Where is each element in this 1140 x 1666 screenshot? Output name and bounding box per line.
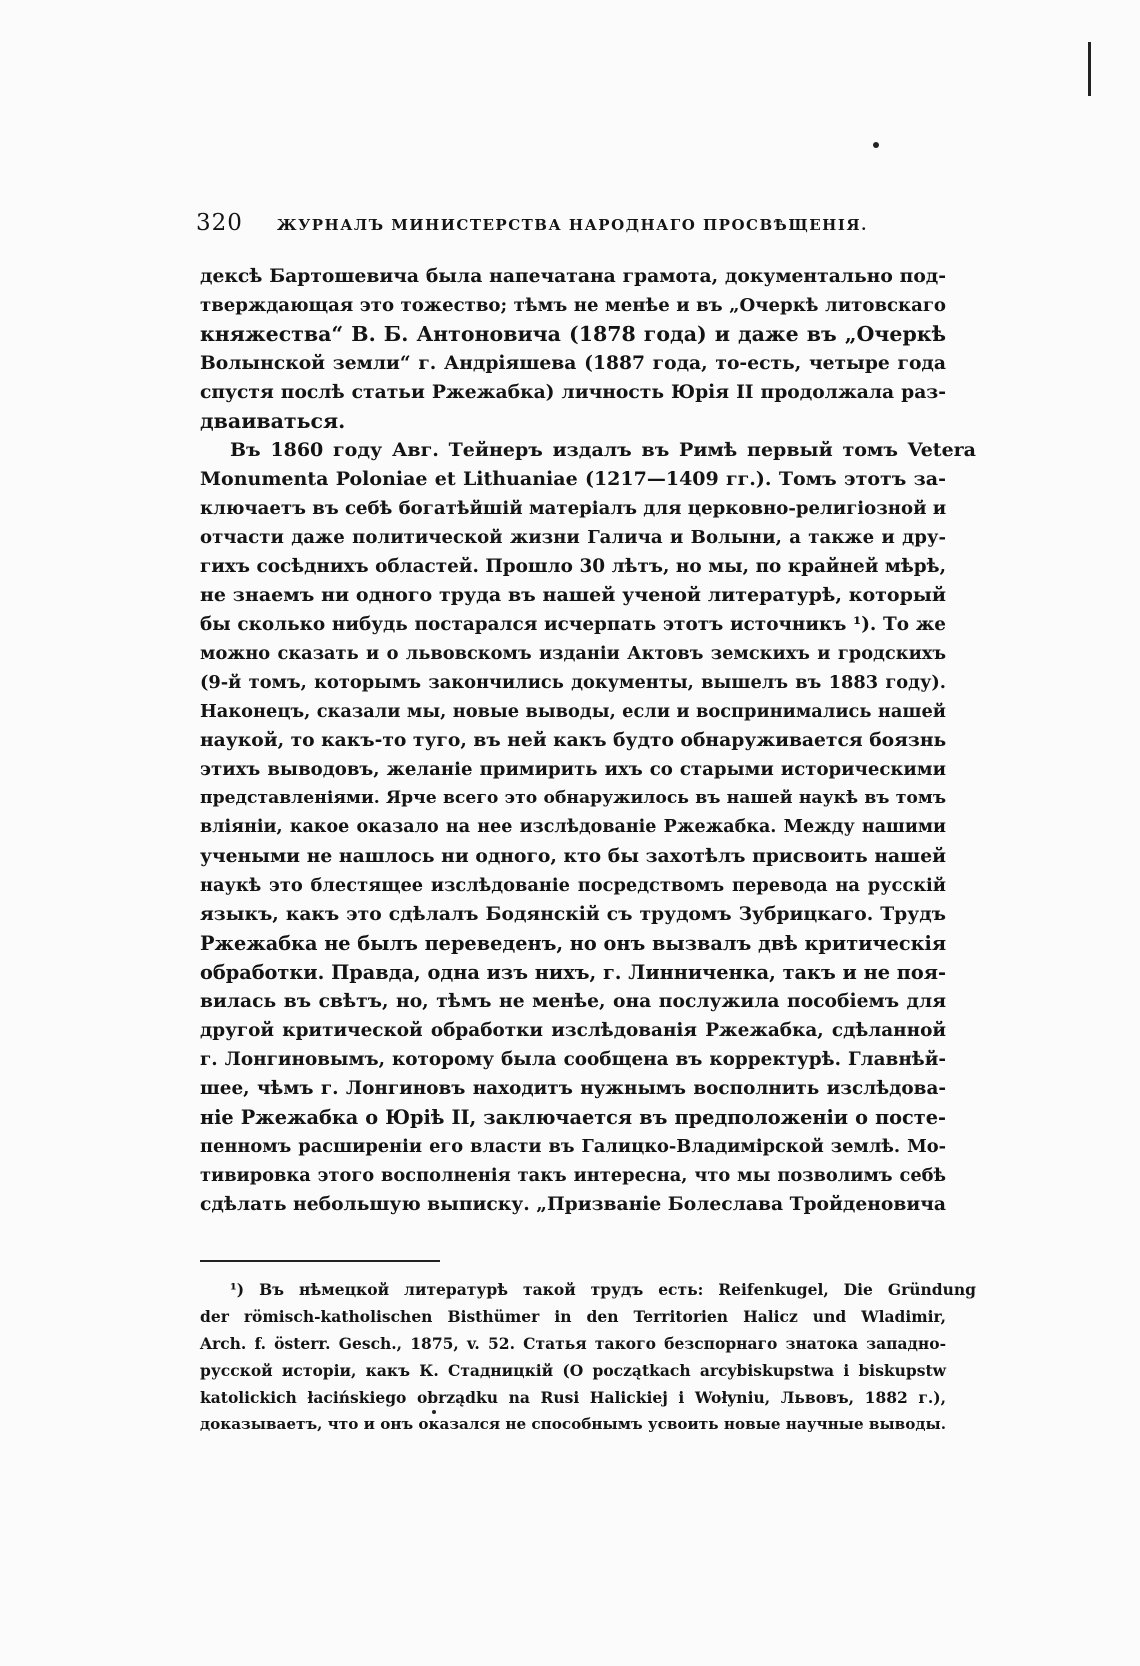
text-line: сдѣлать небольшую выписку. „Призваніе Болеслава Тройденовича [200,1193,946,1215]
text-line: наукой, то какъ-то туго, въ ней какъ будто обнаруживается боязнь [200,729,947,751]
text-line: Monumenta Poloniae et Lithuaniae (1217—1409 гг.). Томъ этотъ за- [200,468,946,490]
text-line: вилась въ свѣтъ, но, тѣмъ не менѣе, она послужила пособіемъ для [200,990,946,1012]
text-line: представленіями. Ярче всего это обнаружилось въ нашей наукѣ въ томъ [200,788,946,808]
text-line: дваиваться. [200,409,346,433]
footnote-rule [200,1260,440,1262]
footnote-line: katolickich łacińskiego obrządku na Rusi Halickiej i Wołyniu, Львовъ, 1882 г.), [200,1388,946,1407]
text-line: Ржежабка не былъ переведенъ, но онъ вызвалъ двѣ критическія [200,932,947,955]
footnotes [200,1276,976,1438]
text-line: бы сколько нибудь постарался исчерпать этотъ источникъ ¹). То же [200,614,946,635]
text-line: Въ 1860 году Авг. Тейнеръ издалъ въ Римѣ первый томъ Vetera [230,439,976,461]
text-line: наукѣ это блестящее изслѣдованіе посредствомъ перевода на русскій [200,875,946,896]
page-header [196,210,946,236]
running-head: ЖУРНАЛЪ МИНИСТЕРСТВА НАРОДНАГО ПРОСВѢЩЕНІЯ. [276,216,868,234]
text-line: гихъ сосѣднихъ областей. Прошло 30 лѣтъ, но мы, по крайней мѣрѣ, [200,556,946,577]
text-line: ніе Ржежабка о Юріѣ II, заключается въ предположеніи о посте- [200,1106,946,1129]
text-line: (9-й томъ, которымъ закончились документы, вышелъ въ 1883 году). [200,672,946,693]
text-line: княжества“ В. Б. Антоновича (1878 года) и даже въ „Очеркѣ [200,322,946,346]
text-line: Волынской земли“ г. Андріяшева (1887 года, то-есть, четыре года [200,352,946,374]
text-line: языкъ, какъ это сдѣлалъ Бодянскій съ трудомъ Зубрицкаго. Трудъ [200,903,946,925]
text-line: другой критической обработки изслѣдованія Ржежабка, сдѣланной [200,1020,946,1041]
text-line: спустя послѣ статьи Ржежабка) личность Юрія II продолжала раз- [200,381,946,403]
text-line: не знаемъ ни одного труда въ нашей ученой литературѣ, который [200,584,946,606]
footnote-line: ¹) Въ нѣмецкой литературѣ такой трудъ есть: Reifenkugel, Die Gründung [230,1280,976,1299]
text-line: пенномъ расширеніи его власти въ Галицко-Владимірской землѣ. Мо- [200,1136,946,1157]
text-line: обработки. Правда, одна изъ нихъ, г. Линниченка, такъ и не поя- [200,961,946,984]
text-line: тверждающая это тожество; тѣмъ не менѣе и въ „Очеркѣ литовскаго [200,295,946,316]
text-line: шее, чѣмъ г. Лонгиновъ находитъ нужнымъ восполнить изслѣдова- [200,1078,946,1099]
text-line: учеными не нашлось ни одного, кто бы захотѣлъ присвоить нашей [200,845,946,867]
footnote-line: русской исторіи, какъ К. Стадницкій (O początkach arcybiskupstwa i biskupstw [200,1361,946,1380]
footnote-line: Arch. f. österr. Gesch., 1875, v. 52. Статья такого безспорнаго знатока западно- [200,1334,946,1353]
text-line: дексѣ Бартошевича была напечатана грамота, документально под- [200,265,946,287]
text-line: тивировка этого восполненія такъ интересна, что мы позволимъ себѣ [200,1165,946,1186]
footnote-line: der römisch-katholischen Bisthümer in den Territorien Halicz und Wladimir, [200,1307,946,1326]
page-number: 320 [196,210,243,236]
text-line: Наконецъ, сказали мы, новые выводы, если и воспринимались нашей [200,701,946,722]
text-line: вліяніи, какое оказало на нее изслѣдованіе Ржежабка. Между нашими [200,817,946,837]
text-line: г. Лонгиновымъ, которому была сообщена въ корректурѣ. Главнѣй- [200,1049,946,1070]
text-line: отчасти даже политической жизни Галича и Волыни, а также и дру- [200,527,946,548]
text-line: этихъ выводовъ, желаніе примирить ихъ со старыми историческими [200,759,946,780]
text-line: можно сказать и о львовскомъ изданіи Актовъ земскихъ и гродскихъ [200,643,946,664]
footnote-line: доказываетъ, что и онъ оказался не способнымъ усвоить новые научные выводы. [200,1415,946,1433]
ink-speck [873,142,879,148]
text-line: ключаетъ въ себѣ богатѣйшій матеріалъ для церковно-религіозной и [200,498,947,519]
page-edge-mark [1088,42,1091,96]
body-text [200,262,976,1219]
